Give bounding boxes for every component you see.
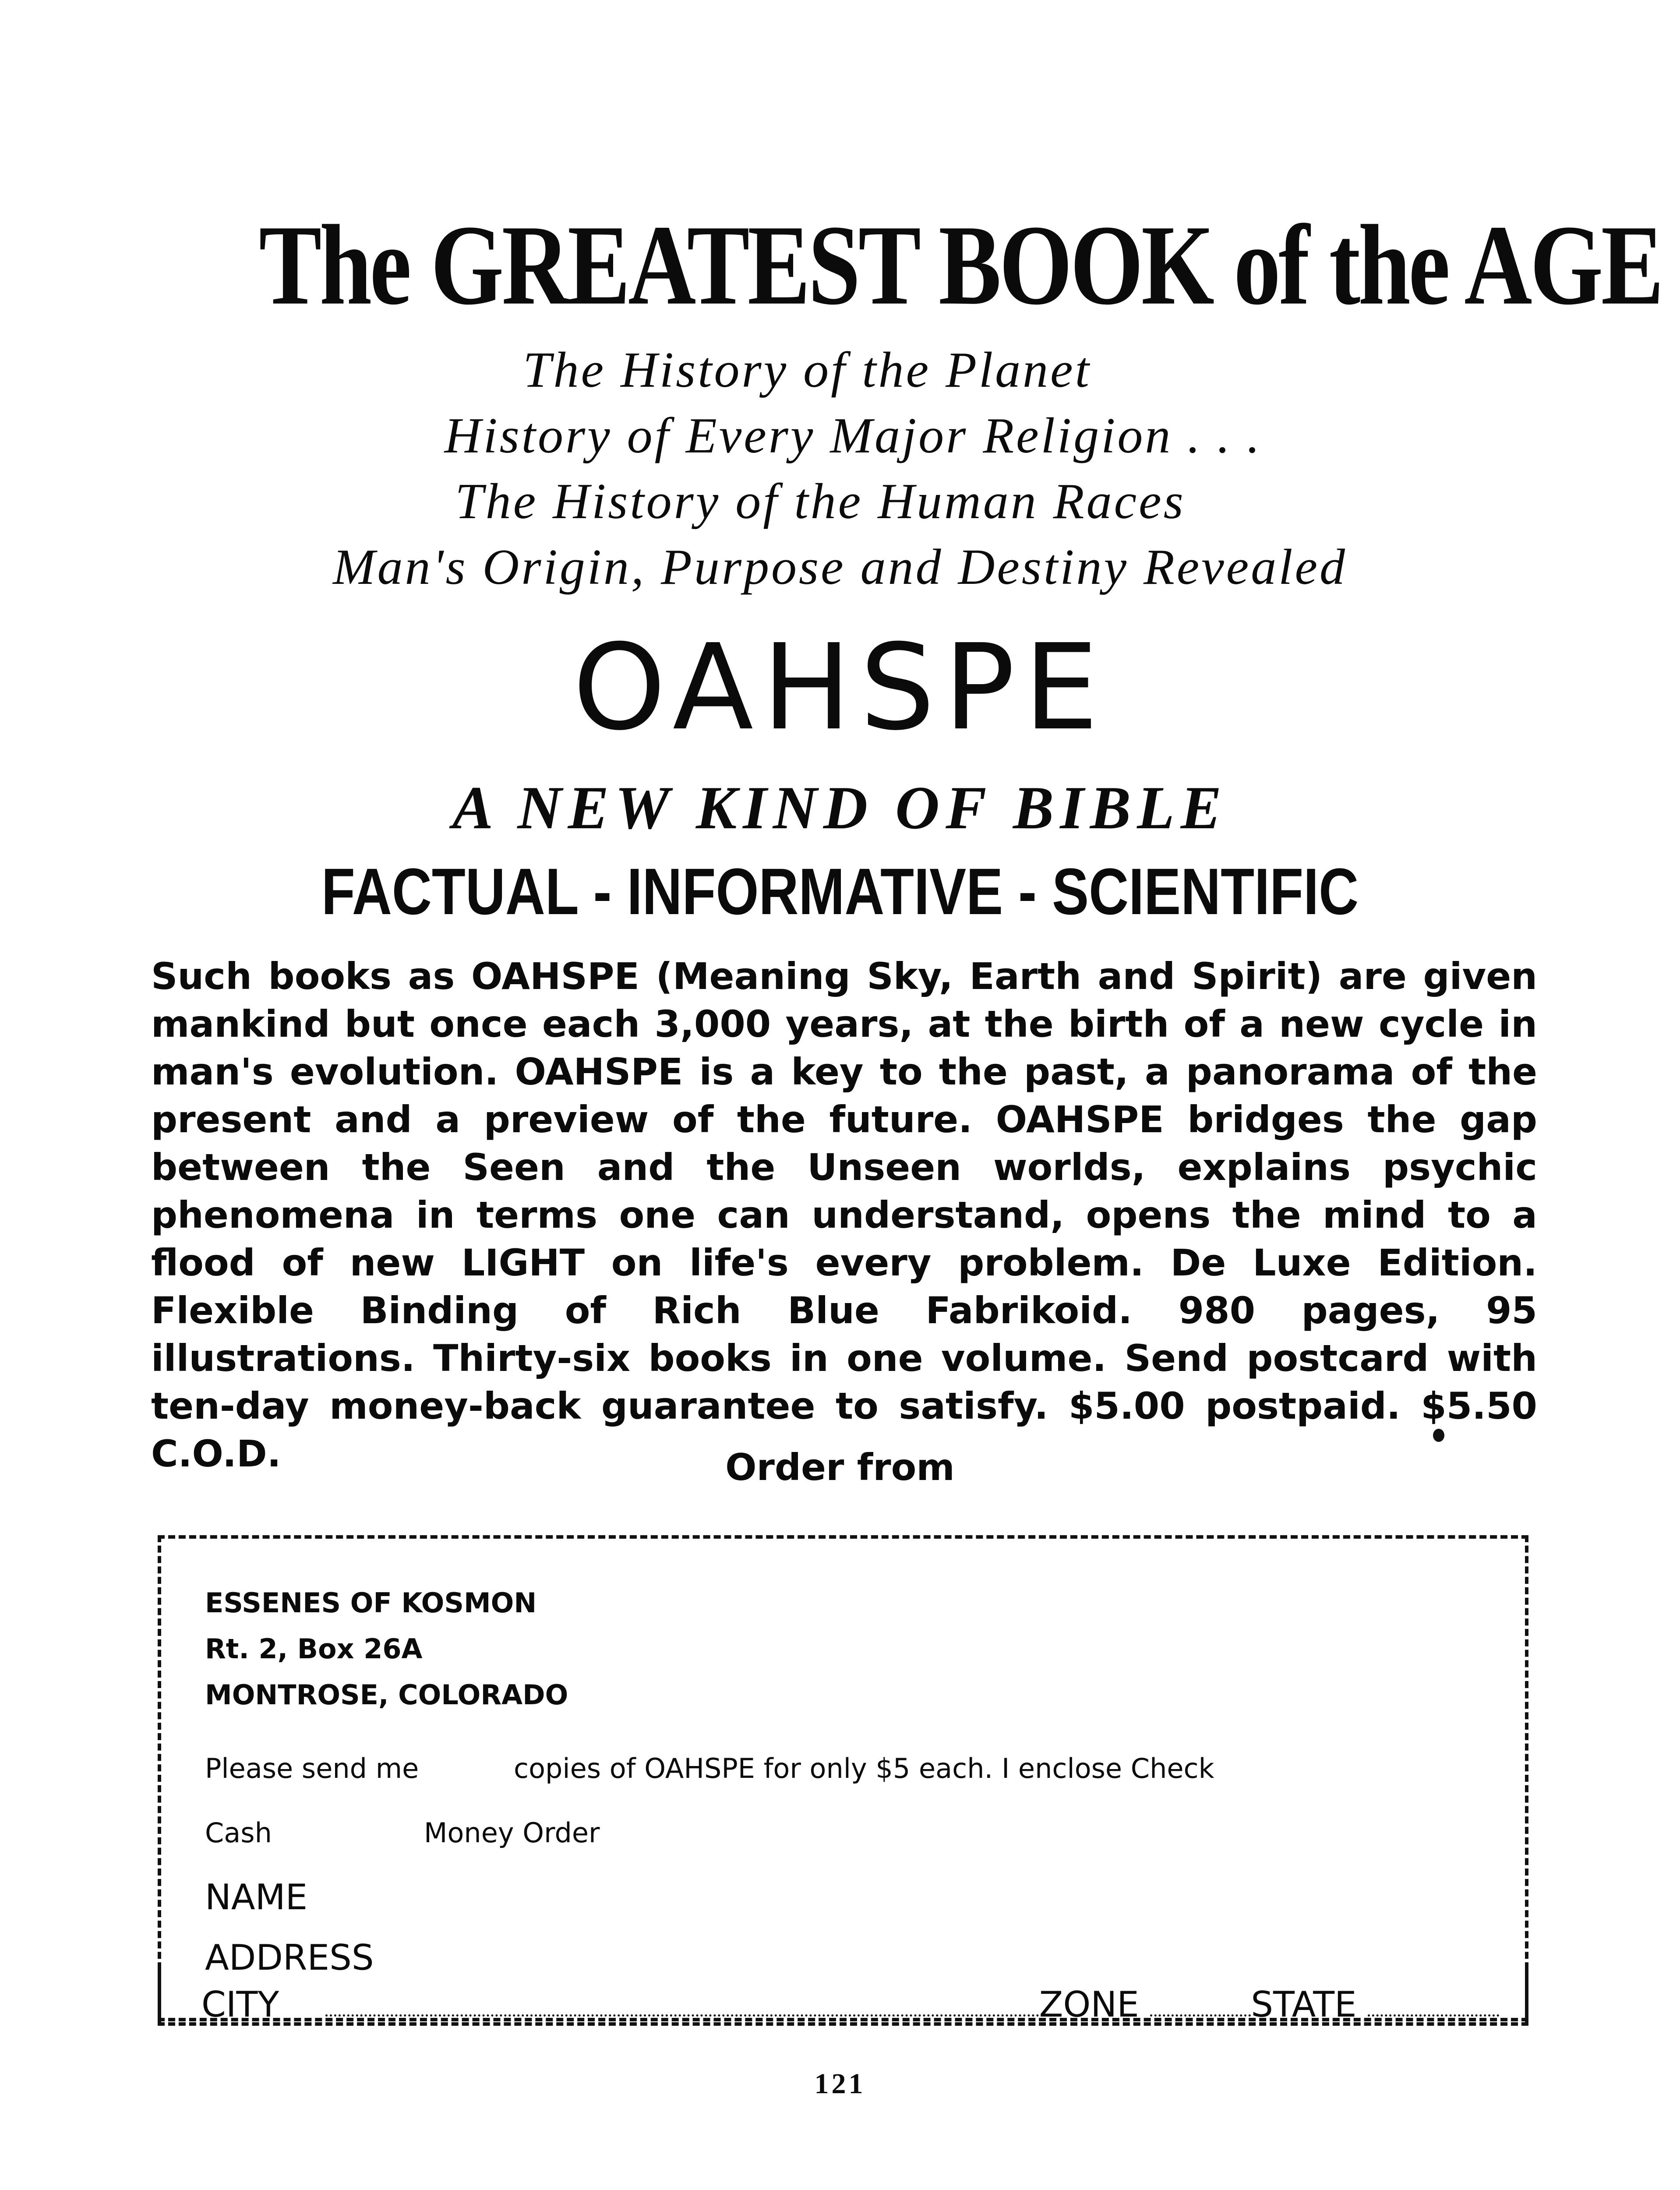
subtitle-block xyxy=(131,337,1549,600)
address-line-city: MONTROSE, COLORADO xyxy=(205,1679,568,1711)
cash-option: Cash xyxy=(205,1817,272,1849)
address-line-box: Rt. 2, Box 26A xyxy=(205,1633,423,1665)
zone-label: ZONE xyxy=(1039,1984,1139,2025)
body-paragraph: Such books as OAHSPE (Meaning Sky, Earth and Spirit) are given mankind but once each 3,000 years, at the birth of a new cycle in man's evolution. OAHSPE is a key to the past, a panorama of the present and a preview of the future. OAHSPE bridges the gap between the Seen and the Unseen worlds, explains psychic phenomena in terms one can understand, opens the mind to a flood of new LIGHT on life's every problem. De Luxe Edition. Flexible Binding of Rich Blue Fabrikoid. 980 pages, 95 illustrations. Thirty-six books in one volume. Send postcard with ten-day money-back guarantee to satisfy. $5.00 postpaid. $5.50 C.O.D. xyxy=(151,955,1537,1475)
subtitle-line: Man's Origin, Purpose and Destiny Revealed xyxy=(333,539,1347,595)
subtitle-line: History of Every Major Religion . . . xyxy=(444,408,1262,464)
address-line-company: ESSENES OF KOSMON xyxy=(205,1587,537,1619)
coupon-bottom-border xyxy=(158,1969,1528,2026)
city-label: CITY xyxy=(201,1984,279,2025)
subtitle-line: The History of the Planet xyxy=(523,342,1091,398)
please-send-label: Please send me xyxy=(205,1752,419,1784)
subtitle-line: The History of the Human Races xyxy=(455,473,1186,530)
ink-dot xyxy=(1433,1429,1444,1442)
money-order-option: Money Order xyxy=(424,1817,600,1849)
copies-text: copies of OAHSPE for only $5 each. I enclose Check xyxy=(514,1752,1214,1784)
name-label: NAME xyxy=(205,1877,308,1918)
tagline: A NEW KIND OF BIBLE xyxy=(452,774,1228,842)
brand-title: OAHSPE xyxy=(572,618,1108,756)
address-label: ADDRESS xyxy=(205,1937,374,1978)
order-from-label: Order from xyxy=(725,1446,955,1489)
state-label: STATE xyxy=(1251,1984,1357,2025)
headline: The GREATEST BOOK of the AGE xyxy=(259,201,1662,328)
factual-banner: FACTUAL - INFORMATIVE - SCIENTIFIC xyxy=(321,855,1359,928)
page-number: 121 xyxy=(814,2068,866,2100)
